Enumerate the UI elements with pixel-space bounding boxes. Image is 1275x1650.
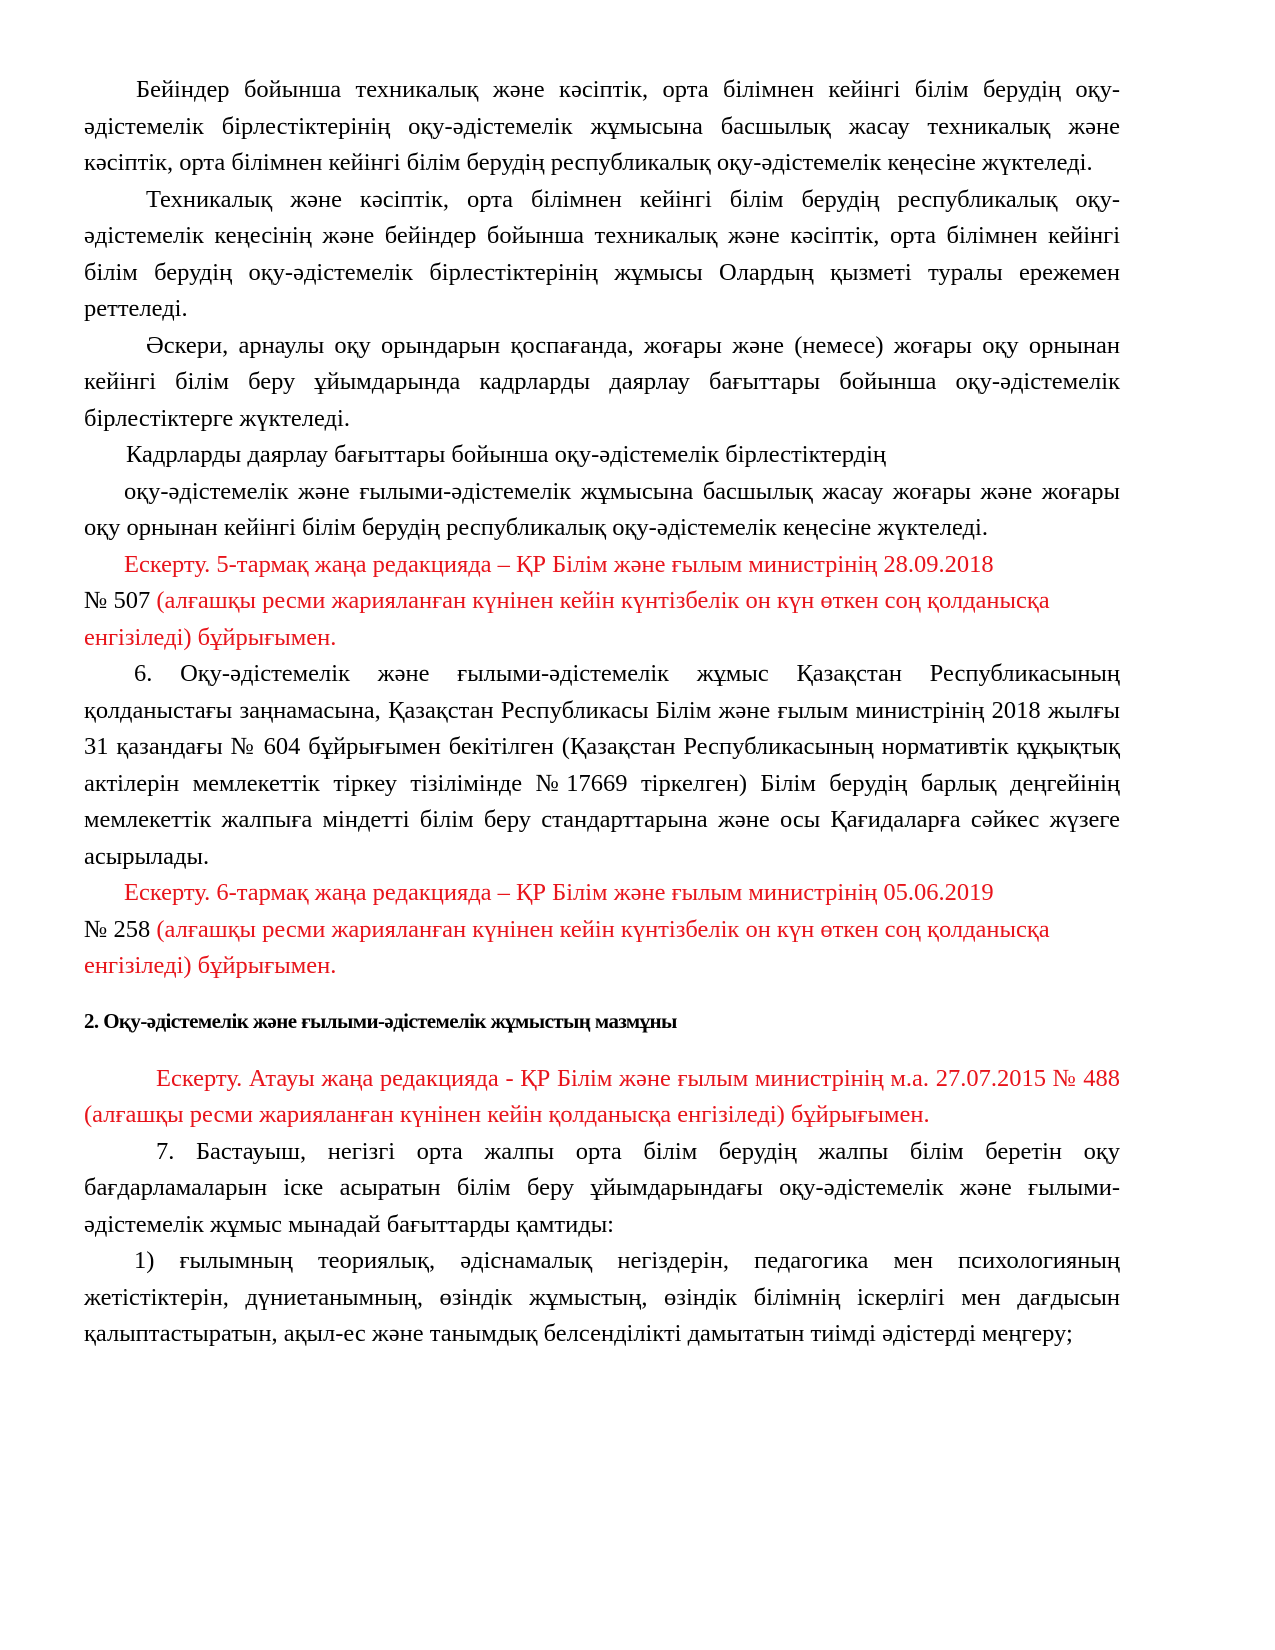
paragraph-higher-education-associations: Әскери, арнаулы оқу орындарын қоспағанда, жоғары және (немесе) жоғары оқу орнынан кейінгі білім беру ұйымдарында кадрларды даярлау бағыттары бойынша оқу-әдістемелік бірлестіктерге жүктеледі. — [84, 331, 1120, 432]
note-clause-6-prefix: Ескерту. 6-тармақ жаңа редакцияда – ҚР Білім және ғылым министрінің 05.06.2019 — [124, 879, 994, 906]
note-clause-5-prefix: Ескерту. 5-тармақ жаңа редакцияда – ҚР Білім және ғылым министрінің 28.09.2018 — [124, 550, 994, 578]
section-heading: 2. Оқу-әдістемелік және ғылыми-әдістемелік жұмыстың мазмұны — [84, 1008, 677, 1033]
note-clause-5-suffix: (алғашқы ресми жарияланған күнінен кейін күнтізбелік он күн өткен соң қолданысқа енгізіледі) бұйрығымен. — [84, 587, 1050, 651]
list-item-1: 1) ғылымның теориялық, әдіснамалық негіздерін, педагогика мен психологияның жетістіктерін, дүниетанымның, өзіндік жұмыстың, өзіндік білімнің іскерлігі мен дағдысын қалыптастыратын, ақыл-ес және танымдық белсенділікті дамытатын тиімді әдістерді меңгеру; — [84, 1247, 1120, 1347]
note-clause-6-order-number: № 258 — [84, 915, 151, 943]
paragraph-methodological-associations-tve: Бейіндер бойынша техникалық және кәсіптік, орта білімнен кейінгі білім берудің оқу-әдістемелік бірлестіктерінің оқу-әдістемелік жұмысына басшылық жасау техникалық және кәсіптік, орта білімнен кейінгі білім берудің республикалық оқу-әдістемелік кеңесіне жүктеледі. — [84, 76, 1120, 176]
paragraph-clause-7: 7. Бастауыш, негізгі орта жалпы орта білім берудің жалпы білім беретін оқу бағдарламаларын іске асыратын білім беру ұйымдарындағы оқу-әдістемелік және ғылыми-әдістемелік жұмыс мынадай бағыттарды қамтиды: — [84, 1137, 1120, 1238]
note-clause-5-order-number: № 507 — [84, 587, 151, 614]
paragraph-personnel-training-directions: Кадрларды даярлау бағыттары бойынша оқу-әдістемелік бірлестіктердің — [126, 441, 887, 468]
document-page — [84, 72, 1120, 1353]
note-clause-6-amendment — [84, 875, 1120, 985]
paragraph-higher-education-council: оқу-әдістемелік және ғылыми-әдістемелік жұмысына басшылық жасау жоғары және жоғары оқу орнынан кейінгі білім берудің республикалық оқу-әдістемелік кеңесіне жүктеледі. — [84, 477, 1120, 541]
note-clause-6-suffix: (алғашқы ресми жарияланған күнінен кейін күнтізбелік он күн өткен соң қолданысқа енгізіледі) бұйрығымен. — [84, 915, 1050, 979]
paragraph-clause-6: 6. Оқу-әдістемелік және ғылыми-әдістемелік жұмыс Қазақстан Республикасының қолданыстағы заңнамасына, Қазақстан Республикасы Білім және ғылым министрінің 2018 жылғы 31 қазандағы № 604 бұйрығымен бекітілген (Қазақстан Республикасының нормативтік құқықтық актілерін мемлекеттік тіркеу тізілімінде №17669 тіркелген) Білім берудің барлық деңгейінің мемлекеттік жалпыға міндетті білім беру стандарттарына және осы Қағидаларға сәйкес жүзеге асырылады. — [84, 660, 1120, 870]
spacer — [84, 1039, 1120, 1061]
paragraph-republican-council-regulation: Техникалық және кәсіптік, орта білімнен кейінгі білім берудің республикалық оқу-әдістемелік кеңесінің және бейіндер бойынша техникалық және кәсіптік, орта білімнен кейінгі білім берудің оқу-әдістемелік бірлестіктерінің жұмысы Олардың қызметі туралы ережемен реттеледі. — [84, 185, 1120, 322]
note-section-title-amendment: Ескерту. Атауы жаңа редакцияда - ҚР Білім және ғылым министрінің м.а. 27.07.2015 № 488 (алғашқы ресми жарияланған күнінен кейін қолданысқа енгізіледі) бұйрығымен. — [84, 1064, 1120, 1128]
note-clause-5-amendment — [84, 547, 1120, 657]
